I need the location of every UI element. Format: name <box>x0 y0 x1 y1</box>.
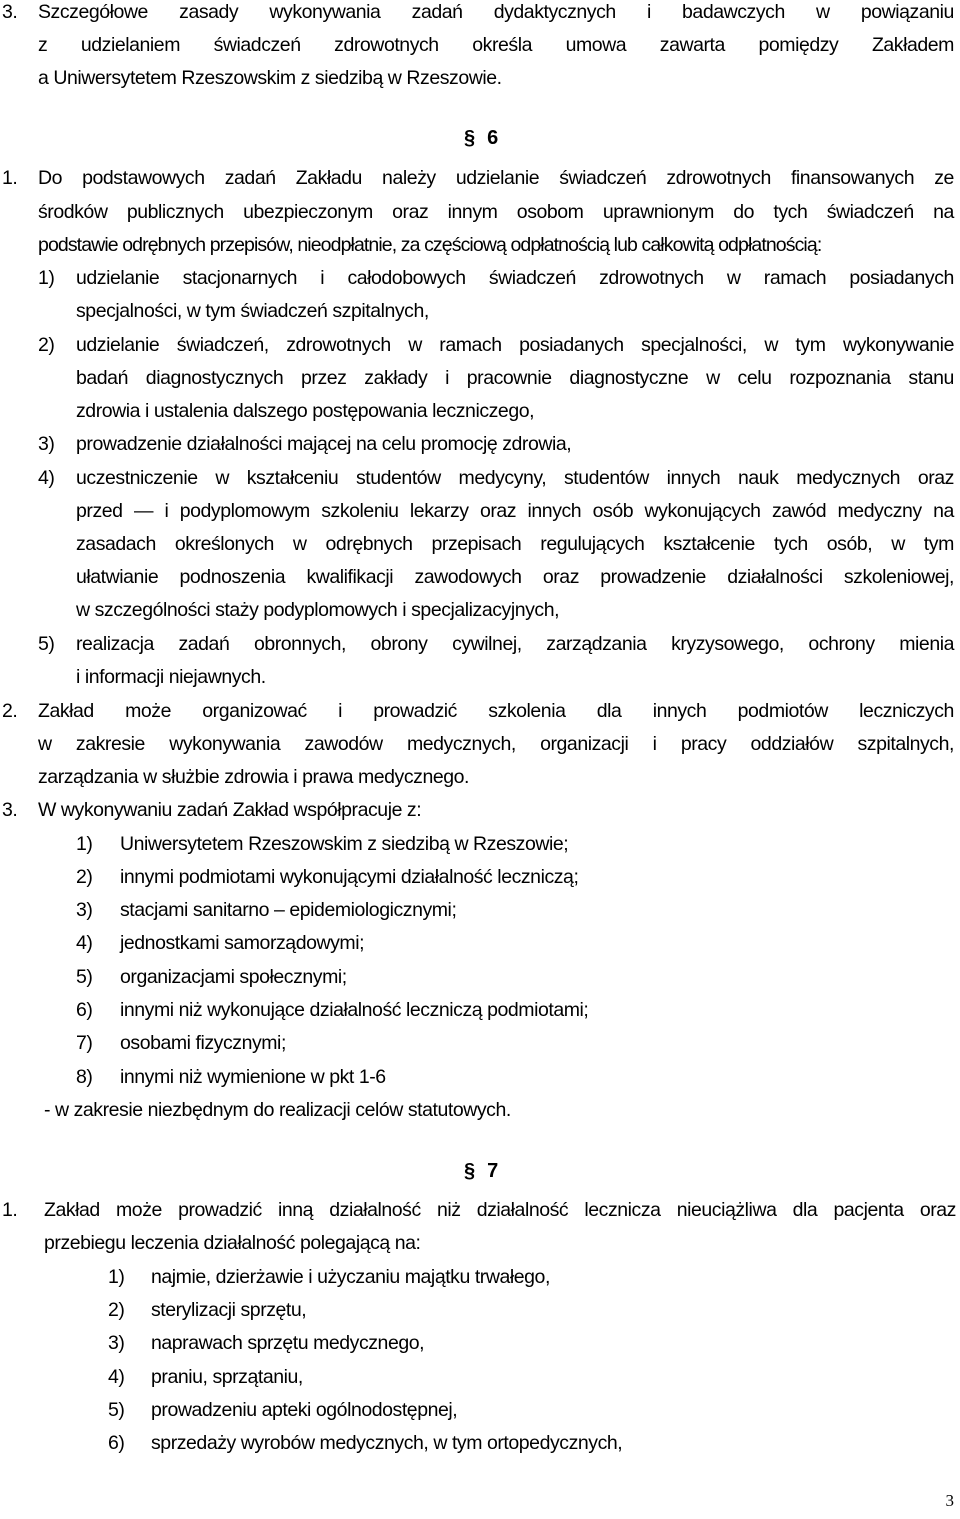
word: w <box>706 367 720 389</box>
word: studentów <box>563 467 649 489</box>
word: może <box>116 1199 162 1221</box>
word: prowadzić <box>178 1199 262 1221</box>
list-item-line <box>76 469 954 489</box>
list-item-text: innymi niż wymienione w pkt 1-6 <box>120 1066 386 1088</box>
word: w <box>726 267 741 289</box>
paragraph-number: 1. <box>2 167 18 189</box>
word: odrębnych <box>325 533 413 555</box>
list-item-line: prowadzenie działalności mającej na celu promocję zdrowia, <box>76 433 572 455</box>
word: wykonywania <box>169 733 281 755</box>
list-item-line: specjalności, w tym świadczeń szpitalnych, <box>76 300 429 322</box>
word: wykonywanie <box>842 334 954 356</box>
word: świadczeń, <box>176 334 269 356</box>
closing-line: - w zakresie niezbędnym do realizacji celów statutowych. <box>44 1099 511 1121</box>
list-item-line <box>76 535 954 555</box>
word: medyczny <box>837 500 922 522</box>
word: realizacja <box>76 633 154 655</box>
word: mienia <box>899 633 954 655</box>
word: z <box>38 34 48 56</box>
word: oraz <box>919 1199 956 1221</box>
word: szpitalnych, <box>857 733 954 755</box>
word: powiązaniu <box>860 1 954 23</box>
word: zadań <box>224 167 276 189</box>
word: pomiędzy <box>758 34 839 56</box>
word: finansowanych <box>790 167 915 189</box>
paragraph-line <box>38 735 954 755</box>
paragraph-number: 3. <box>2 799 18 821</box>
word: podmiotów <box>737 700 828 722</box>
word: uprawnionym <box>602 201 714 223</box>
word: Zakładu <box>295 167 362 189</box>
word: nauk <box>737 467 779 489</box>
list-item-line <box>76 635 954 655</box>
word: i <box>646 1 651 23</box>
paragraph-number: 2. <box>2 700 18 722</box>
word: tym <box>795 334 826 356</box>
word: — <box>133 500 154 522</box>
word: działalności <box>727 566 823 588</box>
list-item-text: stacjami sanitarno – epidemiologicznymi; <box>120 899 457 921</box>
list-item-number: 7) <box>76 1032 93 1054</box>
paragraph-line: przebiegu leczenia działalność polegającą na: <box>44 1232 421 1254</box>
word: zarządzania <box>546 633 647 655</box>
word: innych <box>666 467 721 489</box>
word: zawarta <box>659 34 725 56</box>
list-item-number: 1) <box>38 267 55 289</box>
list-item-line <box>76 502 954 522</box>
word: posiadanych <box>849 267 954 289</box>
paragraph-line <box>38 3 954 23</box>
word: specjalności, <box>641 334 747 356</box>
word: innych <box>527 500 582 522</box>
paragraph-number: 3. <box>2 1 18 23</box>
word: podyplomowym <box>179 500 310 522</box>
list-item-text: jednostkami samorządowymi; <box>120 932 365 954</box>
word: i <box>338 700 342 722</box>
list-item-line: i informacji niejawnych. <box>76 666 266 688</box>
word: szkolenia <box>488 700 566 722</box>
word: tych <box>773 201 808 223</box>
word: Szczegółowe <box>38 1 148 23</box>
word: stanu <box>908 367 954 389</box>
word: kształceniu <box>246 467 339 489</box>
word: zadań <box>178 633 230 655</box>
word: pacjenta <box>833 1199 904 1221</box>
word: oraz <box>542 566 579 588</box>
word: ułatwianie <box>76 566 159 588</box>
word: i <box>445 367 449 389</box>
list-item-line: w szczególności staży podyplomowych i specjalizacyjnych, <box>76 599 560 621</box>
word: w <box>408 334 422 356</box>
list-item-number: 2) <box>76 866 93 888</box>
word: medycznych, <box>406 733 516 755</box>
word: diagnostyczne <box>569 367 689 389</box>
paragraph-line <box>38 36 954 56</box>
word: kryzysowego, <box>671 633 784 655</box>
word: ubezpieczonym <box>243 201 373 223</box>
word: w <box>292 533 307 555</box>
list-item-number: 5) <box>108 1399 125 1421</box>
word: kształcenie <box>663 533 755 555</box>
word: dla <box>596 700 622 722</box>
word: zakłady <box>364 367 428 389</box>
list-item-text: sprzedaży wyrobów medycznych, w tym ortopedycznych, <box>151 1432 623 1454</box>
list-item-text: osobami fizycznymi; <box>120 1032 286 1054</box>
word: umowa <box>565 34 627 56</box>
word: szkoleniowej, <box>843 566 954 588</box>
word: organizować <box>202 700 307 722</box>
word: świadczeń <box>559 167 647 189</box>
word: badań <box>76 367 128 389</box>
paragraph-line <box>44 1201 956 1221</box>
list-item-line <box>76 568 954 588</box>
word: podstawowych <box>82 167 205 189</box>
page-number: 3 <box>945 1491 954 1510</box>
paragraph-line: a Uniwersytetem Rzeszowskim z siedzibą w Rzeszowie. <box>38 67 502 89</box>
word: diagnostycznych <box>145 367 284 389</box>
list-item-number: 5) <box>38 633 55 655</box>
list-item-number: 2) <box>108 1299 125 1321</box>
list-item-number: 1) <box>108 1266 125 1288</box>
word: szkoleniu <box>321 500 399 522</box>
word: badawczych <box>682 1 785 23</box>
word: lecznicza <box>584 1199 661 1221</box>
word: zasady <box>179 1 239 23</box>
word: prowadzenie <box>600 566 706 588</box>
word: określa <box>472 34 532 56</box>
word: kwalifikacji <box>306 566 394 588</box>
word: udzielaniem <box>80 34 181 56</box>
word: udzielanie <box>76 267 160 289</box>
word: przepisach <box>431 533 522 555</box>
word: osobom <box>516 201 584 223</box>
word: dla <box>792 1199 818 1221</box>
word: i <box>164 500 169 522</box>
word: studentów <box>355 467 441 489</box>
list-item-number: 4) <box>108 1366 125 1388</box>
word: środków <box>38 201 108 223</box>
word: celu <box>737 367 772 389</box>
word: zdrowotnych <box>286 334 391 356</box>
word: podnoszenia <box>179 566 286 588</box>
word: może <box>125 700 171 722</box>
list-item-number: 6) <box>108 1432 125 1454</box>
paragraph-line <box>38 169 954 189</box>
list-item-text: innymi podmiotami wykonującymi działalność leczniczą; <box>120 866 579 888</box>
word: oraz <box>917 467 954 489</box>
word: zdrowotnych <box>599 267 704 289</box>
word: przez <box>301 367 347 389</box>
word: oddziałów <box>750 733 834 755</box>
list-item-line: zdrowia i ustalenia dalszego postępowania leczniczego, <box>76 400 535 422</box>
word: zawodowych <box>414 566 522 588</box>
word: przed <box>76 500 123 522</box>
paragraph-line <box>38 203 954 223</box>
word: oraz <box>392 201 429 223</box>
word: na <box>933 500 954 522</box>
word: ramach <box>763 267 827 289</box>
word: leczniczych <box>859 700 954 722</box>
word: osób <box>592 500 634 522</box>
list-item-text: Uniwersytetem Rzeszowskim z siedzibą w Rzeszowie; <box>120 833 569 855</box>
list-item-line <box>76 336 954 356</box>
word: regulujących <box>540 533 645 555</box>
word: publicznych <box>126 201 224 223</box>
word: niż <box>436 1199 461 1221</box>
list-item-number: 2) <box>38 334 55 356</box>
word: świadczeń <box>826 201 914 223</box>
section-number: 7 <box>487 1160 499 1182</box>
word: Zakład <box>44 1199 100 1221</box>
word: ramach <box>439 334 502 356</box>
section-number: 6 <box>487 127 499 149</box>
word: w <box>891 533 905 555</box>
section-heading-7 <box>464 1161 498 1181</box>
list-item-number: 5) <box>76 966 93 988</box>
list-item-text: sterylizacji sprzętu, <box>151 1299 307 1321</box>
word: działalność <box>476 1199 569 1221</box>
list-item-text: praniu, sprzątaniu, <box>151 1366 303 1388</box>
paragraph-number: 1. <box>2 1199 18 1221</box>
paragraph-line: W wykonywaniu zadań Zakład współpracuje z: <box>38 799 422 821</box>
word: nieuciążliwa <box>676 1199 777 1221</box>
list-item-number: 8) <box>76 1066 93 1088</box>
word: pracownie <box>466 367 552 389</box>
list-item-line <box>76 269 954 289</box>
word: lekarzy <box>409 500 469 522</box>
section-symbol: § <box>464 1160 476 1182</box>
word: oraz <box>479 500 517 522</box>
list-item-number: 6) <box>76 999 93 1021</box>
word: w <box>38 733 52 755</box>
word: zakresie <box>75 733 145 755</box>
word: zadań <box>411 1 463 23</box>
list-item-number: 1) <box>76 833 93 855</box>
word: do <box>733 201 755 223</box>
word: świadczeń <box>213 34 301 56</box>
word: działalność <box>329 1199 421 1221</box>
word: wykonujących <box>644 500 761 522</box>
word: medycznych <box>796 467 901 489</box>
word: i <box>652 733 657 755</box>
list-item-text: innymi niż wykonujące działalność leczniczą podmiotami; <box>120 999 589 1021</box>
word: organizacji <box>540 733 629 755</box>
word: Zakładem <box>871 34 954 56</box>
word: osób, <box>826 533 873 555</box>
word: i <box>320 267 325 289</box>
list-item-number: 4) <box>38 467 55 489</box>
paragraph-line: podstawie odrębnych przepisów, nieodpłatnie, za częściową odpłatnością lub całkowitą odpłatnością: <box>38 234 822 256</box>
list-item-line <box>76 369 954 389</box>
word: w <box>816 1 830 23</box>
word: należy <box>382 167 436 189</box>
word: innym <box>447 201 498 223</box>
word: w <box>215 467 229 489</box>
word: Zakład <box>38 700 94 722</box>
word: prowadzić <box>373 700 457 722</box>
list-item-number: 3) <box>76 899 93 921</box>
list-item-text: prowadzeniu apteki ogólnodostępnej, <box>151 1399 458 1421</box>
section-heading-6 <box>464 128 498 148</box>
word: ochrony <box>808 633 875 655</box>
word: zasadach <box>76 533 156 555</box>
list-item-number: 3) <box>108 1332 125 1354</box>
word: innych <box>652 700 707 722</box>
word: medycyny, <box>458 467 547 489</box>
word: w <box>764 334 778 356</box>
word: zdrowotnych <box>334 34 439 56</box>
word: na <box>933 201 954 223</box>
word: ze <box>934 167 954 189</box>
paragraph-line <box>38 702 954 722</box>
word: całodobowych <box>347 267 466 289</box>
word: posiadanych <box>519 334 624 356</box>
word: dydaktycznych <box>493 1 616 23</box>
word: obrony <box>370 633 428 655</box>
list-item-number: 4) <box>76 932 93 954</box>
word: cywilnej, <box>452 633 522 655</box>
word: Do <box>38 167 63 189</box>
word: zawód <box>771 500 827 522</box>
word: tych <box>773 533 808 555</box>
word: uczestniczenie <box>76 467 198 489</box>
word: udzielanie <box>76 334 160 356</box>
word: zdrowotnych <box>666 167 771 189</box>
word: określonych <box>174 533 274 555</box>
word: zawodów <box>304 733 383 755</box>
list-item-text: naprawach sprzętu medycznego, <box>151 1332 425 1354</box>
word: rozpoznania <box>789 367 891 389</box>
list-item-number: 3) <box>38 433 55 455</box>
word: tym <box>923 533 954 555</box>
word: stacjonarnych <box>182 267 298 289</box>
list-item-text: najmie, dzierżawie i użyczaniu majątku trwałego, <box>151 1266 550 1288</box>
word: obronnych, <box>253 633 346 655</box>
paragraph-line: zarządzania w służbie zdrowia i prawa medycznego. <box>38 766 470 788</box>
word: wykonywania <box>269 1 381 23</box>
list-item-text: organizacjami społecznymi; <box>120 966 347 988</box>
section-symbol: § <box>464 127 476 149</box>
word: inną <box>278 1199 314 1221</box>
word: udzielanie <box>455 167 540 189</box>
word: świadczeń <box>488 267 576 289</box>
word: pracy <box>680 733 727 755</box>
